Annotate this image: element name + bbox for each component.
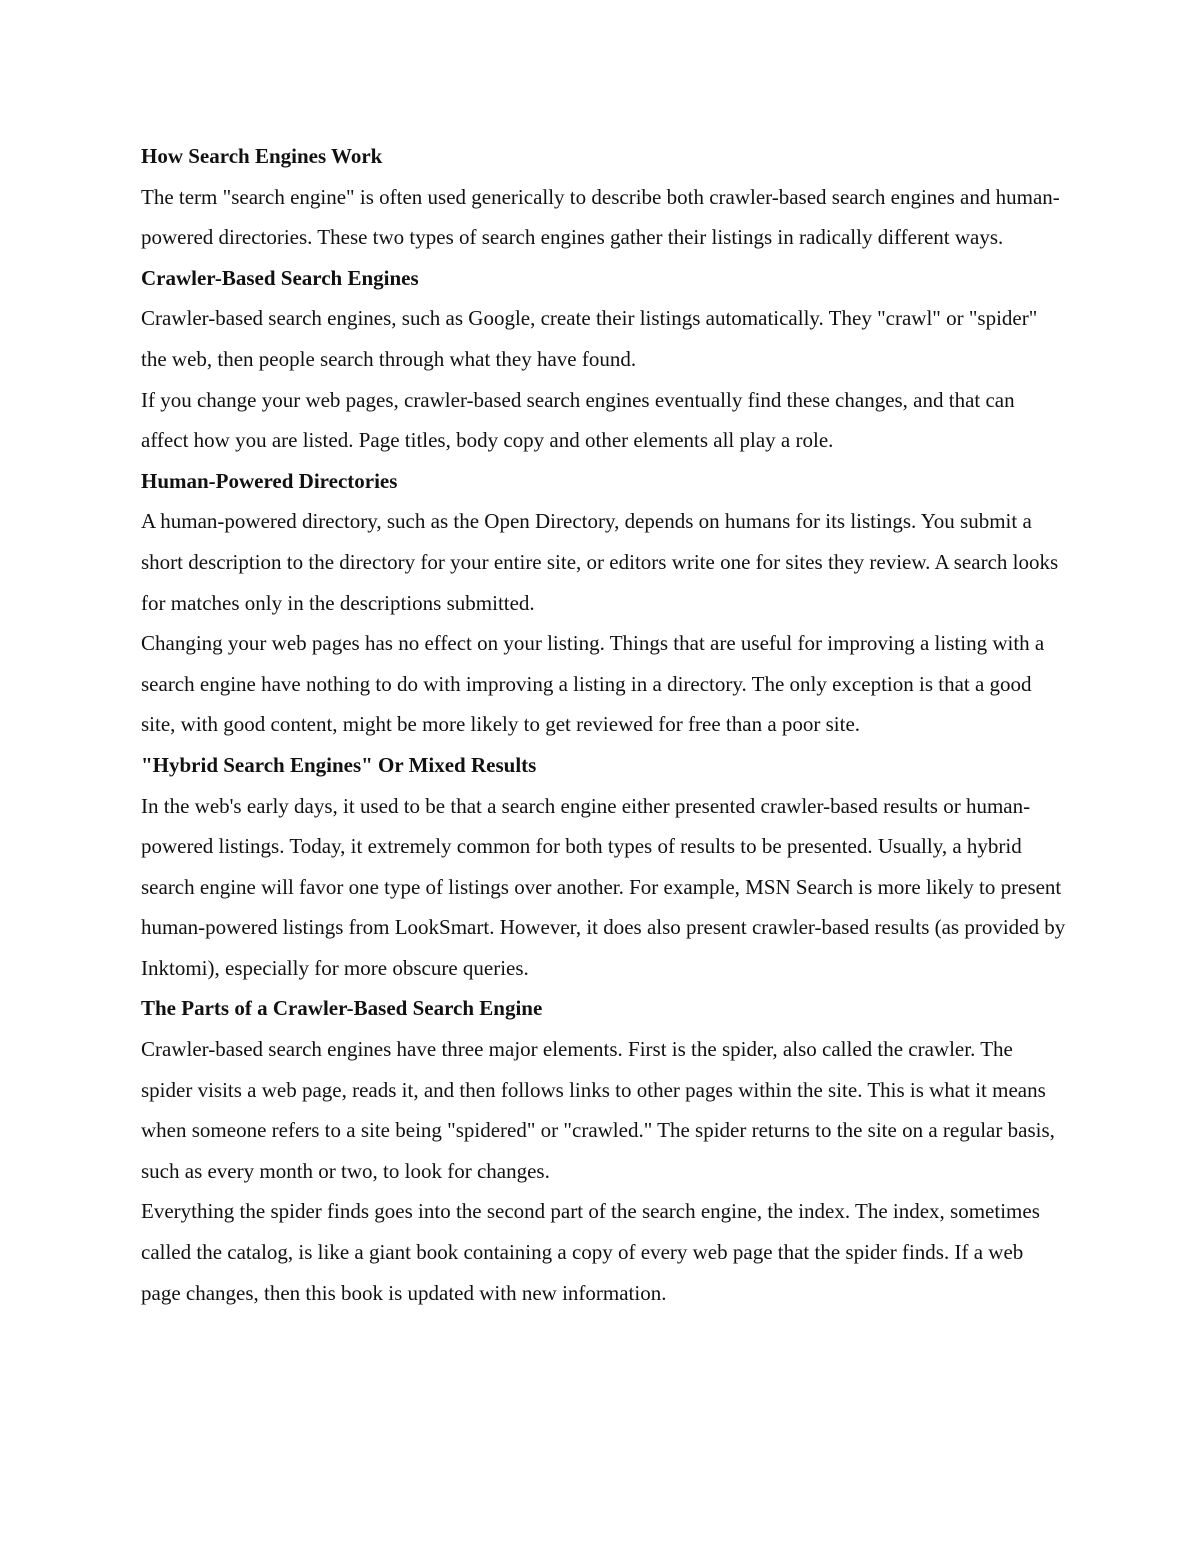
paragraph: A human-powered directory, such as the Open Directory, depends on humans for its listings. You submit a short description to the directory for your entire site, or editors write one for sites they review. A search looks for matches only in the descriptions submitted. [141, 509, 1059, 615]
section-hybrid-search-engines [141, 745, 1066, 989]
section-how-search-engines-work [141, 136, 1066, 258]
section-heading: Crawler-Based Search Engines [141, 265, 419, 290]
paragraph: Crawler-based search engines have three major elements. First is the spider, also called the crawler. The spider visits a web page, reads it, and then follows links to other pages within the site. This is what it means when someone refers to a site being "spidered" or "crawled." The spider returns to the site on a regular basis, such as every month or two, to look for changes. [141, 1037, 1055, 1183]
paragraph: If you change your web pages, crawler-based search engines eventually find these changes, and that can affect how you are listed. Page titles, body copy and other elements all play a role. [141, 387, 1015, 453]
paragraph: Crawler-based search engines, such as Google, create their listings automatically. They "crawl" or "spider" the web, then people search through what they have found. [141, 306, 1038, 371]
section-heading: "Hybrid Search Engines" Or Mixed Results [141, 752, 537, 777]
section-heading: The Parts of a Crawler-Based Search Engine [141, 996, 543, 1021]
paragraph: Everything the spider finds goes into the second part of the search engine, the index. The index, sometimes called the catalog, is like a giant book containing a copy of every web page that the spider finds. If a web page changes, then this book is updated with new information. [141, 1199, 1040, 1305]
paragraph: In the web's early days, it used to be that a search engine either presented crawler-based results or human-powered listings. Today, it extremely common for both types of results to be presented. Usually, a hybrid search engine will favor one type of listings over another. For example, MSN Search is more likely to present human-powered listings from LookSmart. However, it does also present crawler-based results (as provided by Inktomi), especially for more obscure queries. [141, 793, 1066, 980]
section-heading: How Search Engines Work [141, 144, 383, 168]
section-parts-of-crawler-based-engine [141, 988, 1066, 1313]
section-crawler-based-search-engines [141, 258, 1066, 461]
section-heading: Human-Powered Directories [141, 468, 398, 493]
document-page [141, 136, 1066, 1313]
paragraph: Changing your web pages has no effect on your listing. Things that are useful for improving a listing with a search engine have nothing to do with improving a listing in a directory. The only exception is that a good site, with good content, might be more likely to get reviewed for free than a poor site. [141, 631, 1045, 737]
section-human-powered-directories [141, 461, 1066, 745]
paragraph: The term "search engine" is often used generically to describe both crawler-based search engines and human-powered directories. These two types of search engines gather their listings in radically different ways. [141, 184, 1060, 250]
